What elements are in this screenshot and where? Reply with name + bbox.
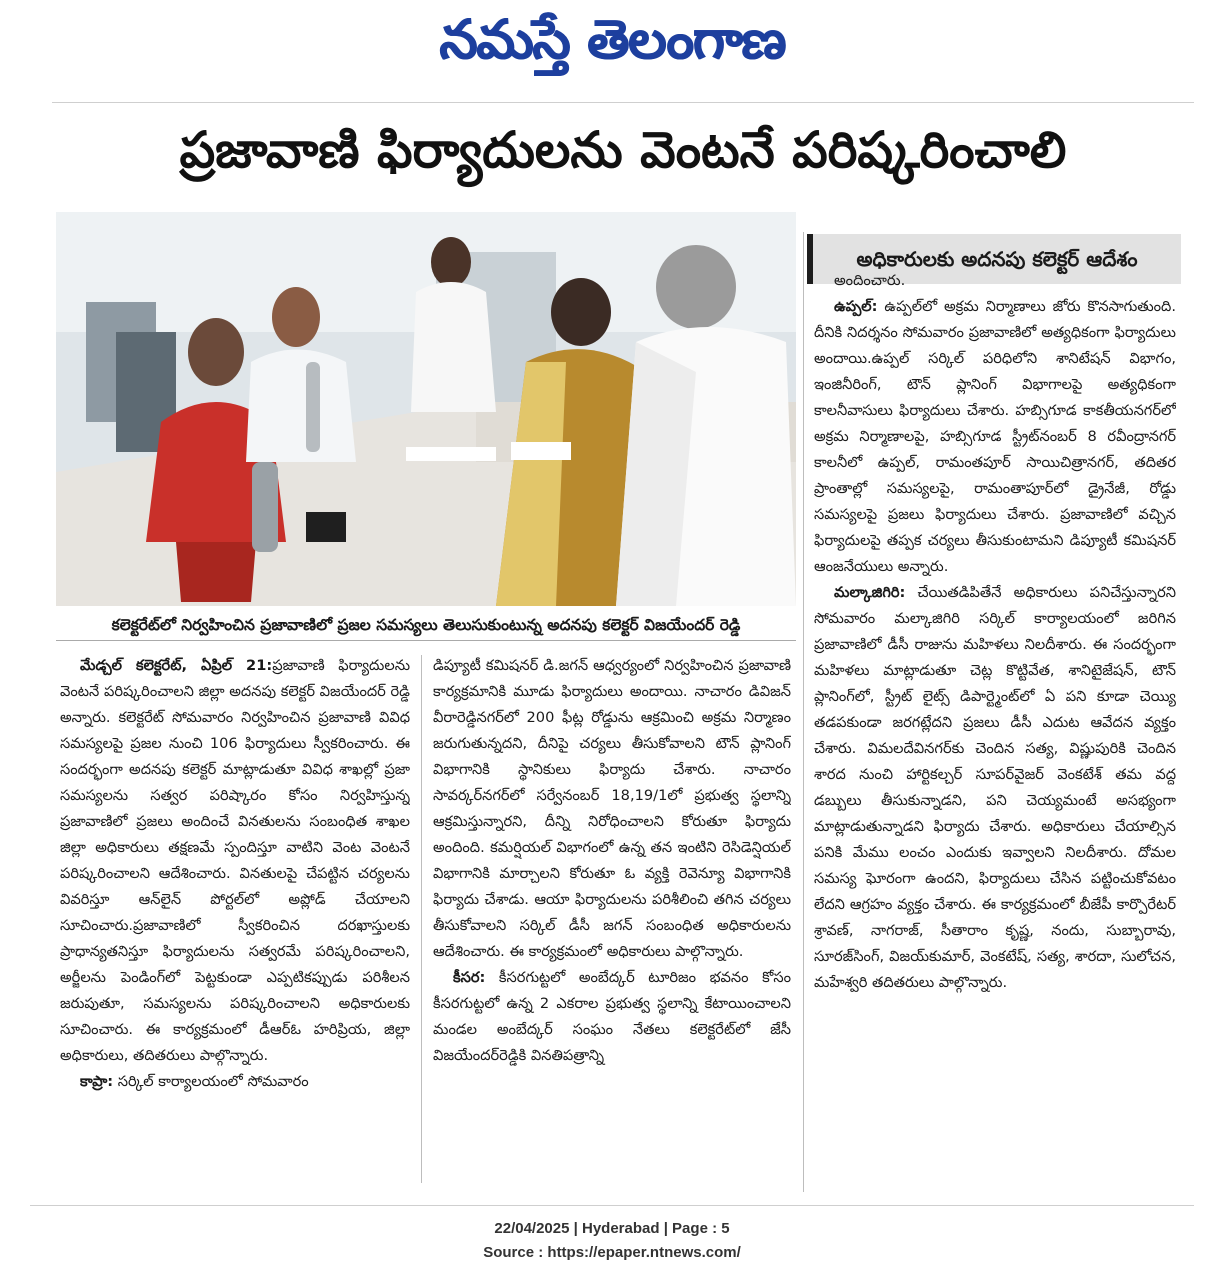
photo-caption: కలెక్టరేట్‌లో నిర్వహించిన ప్రజావాణిలో ప్రజల సమస్యలు తెలుసుకుంటున్న అదనపు కలెక్టర్ విజయేందర్ రెడ్డి bbox=[56, 610, 796, 641]
uppal-lead: ఉప్పల్: bbox=[834, 298, 878, 315]
column-divider bbox=[421, 655, 422, 1183]
column-divider bbox=[803, 232, 804, 1192]
paragraph-continuation: అందించారు. bbox=[834, 272, 906, 289]
footer-source: Source : https://epaper.ntnews.com/ bbox=[483, 1244, 741, 1261]
paragraph-uppal bbox=[814, 294, 1176, 580]
masthead-divider bbox=[52, 102, 1194, 103]
footer-divider bbox=[30, 1205, 1194, 1206]
paragraph-lead bbox=[60, 653, 410, 1069]
dateline: మేడ్చల్ కలెక్టరేట్, ఏప్రిల్ 21: bbox=[80, 657, 273, 674]
paragraph-malkajgiri bbox=[814, 580, 1176, 996]
malkajgiri-lead: మల్కాజిగిరి: bbox=[834, 584, 906, 601]
article-photo bbox=[56, 212, 796, 606]
keesara-lead: కీసర: bbox=[453, 969, 486, 986]
malkajgiri-text: చేయితడిపితేనే అధికారులు పనిచేస్తున్నారని సోమవారం మల్కాజిగిరి సర్కిల్ కార్యాలయంలో జరిగిన ప్రజావాణిలో డీసీ రాజును మహిళలు నిలదీశారు. ఈ సందర్భంగా మహిళలు మాట్లాడుతూ చెట్ల కొట్టివేత, శానిటైజేషన్, టౌన్ ప్లానింగ్‌లో, స్ట్రీట్ లైట్స్ డిపార్ట్మెంట్‌లో ఏ పని కూడా చెయ్యి తడపకుండా జరగట్లేదని ప్రజలు డీసీ ఎదుట ఆవేదన వ్యక్తం చేశారు. విమలదేవినగర్‌కు చెందిన సత్య, విష్ణుపురికి చెందిన శారద నుంచి హార్టికల్చర్ సూపర్‌వైజర్ వెంకటేశ్ తమ వద్ద డబ్బులు తీసుకున్నాడని, పని చెయ్యమంటే అసభ్యంగా మాట్లాడుతున్నాడని ఫిర్యాదు చేశారు. అధికారులు చేయాల్సిన పనికి మేము లంచం ఎందుకు ఇవ్వాలని నిలదీశారు. దోమల సమస్య ఘోరంగా ఉందని, ఫిర్యాదులు చేసిన పట్టించుకోవటం లేదని ఆగ్రహం వ్యక్తం చేశారు. ఈ కార్యక్రమంలో బీజేపీ కార్పొరేటర్ శ్రావణ్, నాగరాజ్, సీతారాం కృష్ణ, నందు, సుబ్బారావు, సూరజ్‌సింగ్, విజయ్‌కుమార్, వెంకటేష్, సత్య, శారదా, సులోచన, మహేశ్వరి తదితరులు పాల్గొన్నారు. bbox=[814, 584, 1176, 991]
article-column-1 bbox=[60, 653, 410, 1183]
paragraph-deputy-commissioner: డిప్యూటీ కమిషనర్ డి.జగన్ ఆధ్వర్యంలో నిర్వహించిన ప్రజావాణి కార్యక్రమానికి మూడు ఫిర్యాదులు అందాయి. నాచారం డివిజన్ వీరారెడ్డినగర్‌లో 200 ఫీట్ల రోడ్డును ఆక్రమించి అక్రమ నిర్మాణం జరుగుతున్నదని, దీనిపై చర్యలు తీసుకోవాలని టౌన్ ప్లానింగ్ విభాగానికి స్థానికులు ఫిర్యాదు చేశారు. నాచారం సావర్కర్‌నగర్‌లో సర్వేనంబర్ 18,19/1లో ప్రభుత్వ స్థలాన్ని ఆక్రమిస్తున్నారని, దీన్ని నిరోధించాలని కోరుతూ ఫిర్యాదు అందింది. కమర్షియల్ విభాగంలో ఉన్న తన ఇంటిని రెసిడెన్షియల్ విభాగానికి మార్చాలని కోరుతూ ఓ వ్యక్తి రెవెన్యూ విభాగానికి ఫిర్యాదు చేశాడు. ఆయా ఫిర్యాదులను పరిశీలించి తగిన చర్యలు తీసుకోవాలని సర్కిల్ డీసీ జగన్ సంబంధిత అధికారులను ఆదేశించారు. ఈ కార్యక్రమంలో అధికారులు పాల్గొన్నారు. bbox=[433, 657, 791, 960]
article-headline: ప్రజావాణి ఫిర్యాదులను వెంటనే పరిష్కరించాలి bbox=[179, 121, 1067, 179]
newspaper-masthead: నమస్తే తెలంగాణ bbox=[439, 8, 785, 71]
paragraph-keesara bbox=[433, 965, 791, 1069]
uppal-text: ఉప్పల్‌లో అక్రమ నిర్మాణాలు జోరు కొనసాగుతుంది. దీనికి నిదర్శనం సోమవారం ప్రజావాణిలో అత్యధికంగా ఫిర్యాదులు అందాయి.ఉప్పల్ సర్కిల్ పరిధిలోని శానిటేషన్ విభాగం, ఇంజినీరింగ్, టౌన్ ప్లానింగ్ విభాగాలపై అత్యధికంగా కాలనీవాసులు ఫిర్యాదులు చేశారు. హబ్సిగూడ కాకతీయనగర్‌లో అక్రమ నిర్మాణాలపై, హబ్సిగూడ స్ట్రీట్‌నంబర్ 8 రవీంద్రానగర్ కాలనీలో ఉప్పల్, రామంతపూర్ సాయిచిత్రానగర్, తదితర ప్రాంతాల్లో సమస్యలపై, రామంతాపూర్‌లో డ్రైనేజీ, రోడ్డు సమస్యలపై ప్రజలు ఫిర్యాదులు చేశారు. ప్రజావాణిలో వచ్చిన ఫిర్యాదులపై తప్పక చర్యలు తీసుకుంటామని డిప్యూటీ కమిషనర్ ఆంజనేయులు అన్నారు. bbox=[814, 298, 1176, 575]
article-column-2 bbox=[433, 653, 791, 1183]
article-subheadline: అధికారులకు అదనపు కలెక్టర్ ఆదేశం bbox=[807, 234, 1181, 284]
kapra-text: సర్కిల్ కార్యాలయంలో సోమవారం bbox=[117, 1073, 309, 1090]
keesara-text: కీసరగుట్టలో అంబేద్కర్ టూరిజం భవనం కోసం కీసరగుట్టలో ఉన్న 2 ఎకరాల ప్రభుత్వ స్థలాన్ని కేటాయించాలని మండల అంబేద్కర్ సంఘం నేతలు కలెక్టరేట్‌లో జేసీ విజయేందర్‌రెడ్డికి వినతిపత్రాన్ని bbox=[433, 969, 791, 1064]
kapra-lead: కాప్రా: bbox=[80, 1073, 114, 1090]
lead-text: ప్రజావాణి ఫిర్యాదులను వెంటనే పరిష్కరించాలని జిల్లా అదనపు కలెక్టర్ విజయేందర్ రెడ్డి అన్నారు. కలెక్టరేట్ సోమవారం నిర్వహించిన ప్రజావాణి వివిధ సమస్యలపై ప్రజల నుంచి 106 ఫిర్యాదులు స్వీకరించారు. ఈ సందర్భంగా అదనపు కలెక్టర్ మాట్లాడుతూ వివిధ శాఖల్లో ప్రజా సమస్యలను సత్వర పరిష్కారం కోసం నిర్వహిస్తున్న ప్రజావాణిలో ప్రజలు అందించే వినతులను సంబంధిత శాఖల జిల్లా అధికారులు తక్షణమే స్పందిస్తూ వాటిని వెంట వెంటనే పరిష్కరించాలని ఆదేశించారు. వినతులపై చేపట్టిన చర్యలను వివరిస్తూ ఆన్‌లైన్ పోర్టల్‌లో అప్లోడ్ చేయాలని సూచించారు.ప్రజావాణిలో స్వీకరించిన దరఖాస్తులకు ప్రాధాన్యతనిస్తూ ఫిర్యాదులను సత్వరమే పరిష్కరించాలని, అర్జీలను పెండింగ్‌లో పెట్టకుండా ఎప్పటికప్పుడు పరిశీలన జరుపుతూ, సమస్యలను పరిష్కరించాలని అధికారులకు సూచించారు. ఈ కార్యక్రమంలో డీఆర్‌ఓ హరిప్రియ, జిల్లా అధికారులు, తదితరులు పాల్గొన్నారు. bbox=[60, 657, 410, 1064]
footer-date-page: 22/04/2025 | Hyderabad | Page : 5 bbox=[494, 1220, 730, 1237]
article-column-3 bbox=[814, 268, 1176, 1273]
paragraph-kapra bbox=[60, 1069, 410, 1095]
